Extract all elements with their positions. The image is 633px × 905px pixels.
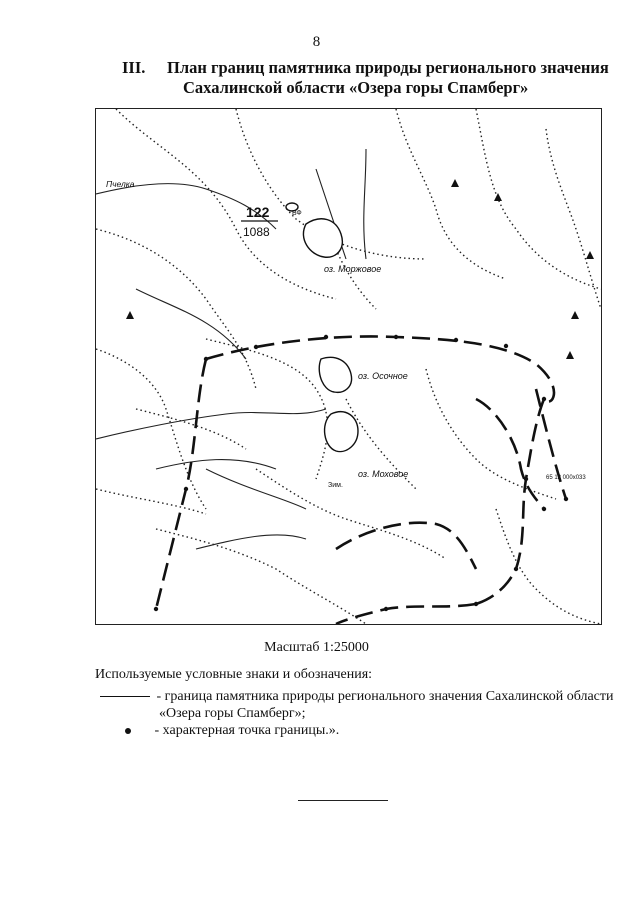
lakes xyxy=(286,203,358,452)
quarter-number: 122 xyxy=(246,204,270,220)
boundary-map xyxy=(95,108,602,625)
stream-label: Пчелка xyxy=(106,179,135,189)
title-roman-numeral: III. xyxy=(122,58,146,77)
legend-point-text: - характерная точка границы.». xyxy=(154,723,340,738)
legend-item-point xyxy=(95,722,339,739)
lake-label-morzhovoe: оз. Моржовое xyxy=(324,264,382,274)
page-number: 8 xyxy=(312,34,321,50)
streams xyxy=(96,149,366,549)
legend-dot-symbol xyxy=(125,728,131,734)
legend-line-symbol xyxy=(100,696,150,697)
map-point-label-vf: ВФ xyxy=(292,210,302,217)
lake-osochnoe xyxy=(319,357,351,392)
footer-rule xyxy=(298,800,388,801)
title-line-2: Сахалинской области «Озера горы Спамберг» xyxy=(183,78,529,97)
legend-boundary-text xyxy=(157,688,614,705)
lake-morzhovoe xyxy=(303,219,342,257)
sheet-code: 65 12 000х033 xyxy=(546,475,586,481)
title-line-1: План границ памятника природы регионального значения xyxy=(167,58,609,77)
lake-label-osochnoe: оз. Осочное xyxy=(358,371,408,381)
legend-boundary-text-1: - граница памятника природы регионального значения Сахалинской области xyxy=(156,689,614,704)
quarter-area: 1088 xyxy=(243,225,270,239)
legend-item-boundary xyxy=(95,688,614,722)
scale-label: Масштаб 1:25000 xyxy=(264,640,369,655)
map-drawing xyxy=(96,109,601,624)
lake-label-mokhovoe: оз. Моховое xyxy=(358,469,409,479)
lake-mokhovoe xyxy=(325,412,358,452)
legend-heading: Используемые условные знаки и обозначения: xyxy=(95,667,373,682)
map-point-label-zim: Зим. xyxy=(328,482,343,489)
legend-boundary-text-2: «Озера горы Спамберг»; xyxy=(159,706,306,721)
